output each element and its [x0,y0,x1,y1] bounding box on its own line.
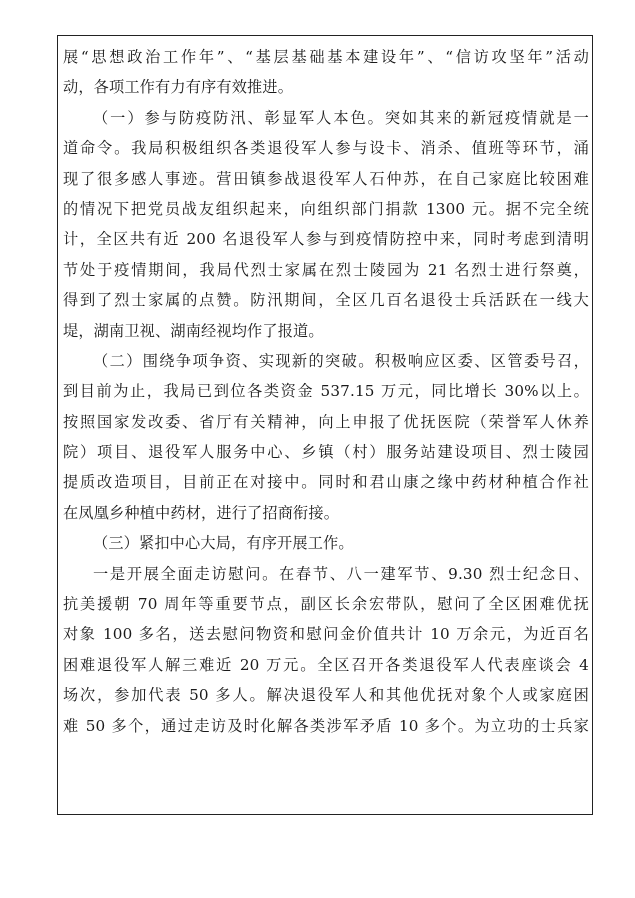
text-line: 现了很多感人事迹。营田镇参战退役军人石仲苏，在自己家庭比较困难 [63,169,589,188]
text-line: 对象 100 多名，送去慰问物资和慰问金价值共计 10 万余元，为近百名 [63,625,589,644]
text-line: 在凤凰乡种植中药材，进行了招商衔接。 [63,503,340,522]
text-line: 按照国家发改委、省厅有关精神，向上申报了优抚医院（荣誉军人休养 [63,412,589,431]
text-line: 展“思想政治工作年”、“基层基础基本建设年”、“信访攻坚年”活动 [63,48,589,66]
text-line: 节处于疫情期间，我局代烈士家属在烈士陵园为 21 名烈士进行祭奠， [63,260,589,279]
text-line: 抗美援朝 70 周年等重要节点，副区长余宏带队，慰问了全区困难优抚 [63,595,589,614]
text-line: 堤，湖南卫视、湖南经视均作了报道。 [63,321,324,340]
text-line: 院）项目、退役军人服务中心、乡镇（村）服务站建设项目、烈士陵园 [63,443,589,462]
text-line: 困难退役军人解三难近 20 万元。全区召开各类退役军人代表座谈会 4 [63,655,589,674]
document-frame [57,35,593,815]
text-line: 动，各项工作有力有序有效推进。 [63,78,294,97]
text-line: 计，全区共有近 200 名退役军人参与到疫情防控中来，同时考虑到清明 [63,230,589,249]
text-line: 场次，参加代表 50 多人。解决退役军人和其他优抚对象个人或家庭困 [63,686,589,705]
document-body [63,42,589,741]
text-line: （一）参与防疫防汛、彰显军人本色。突如其来的新冠疫情就是一 [93,108,589,127]
text-line: 提质改造项目，目前正在对接中。同时和君山康之缘中药材种植合作社 [63,473,589,492]
text-line: （二）围绕争项争资、实现新的突破。积极响应区委、区管委号召， [93,351,589,370]
text-line: 一是开展全面走访慰问。在春节、八一建军节、9.30 烈士纪念日、 [93,564,589,583]
text-line: （三）紧扣中心大局，有序开展工作。 [93,534,354,553]
text-line: 到目前为止，我局已到位各类资金 537.15 万元，同比增长 30%以上。 [63,382,589,401]
text-line: 的情况下把党员战友组织起来，向组织部门捐款 1300 元。据不完全统 [63,199,589,218]
text-line: 道命令。我局积极组织各类退役军人参与设卡、消杀、值班等环节，涌 [63,139,589,158]
text-line: 得到了烈士家属的点赞。防汛期间，全区几百名退役士兵活跃在一线大 [63,291,589,310]
text-line: 难 50 多个，通过走访及时化解各类涉军矛盾 10 多个。为立功的士兵家 [63,716,589,735]
